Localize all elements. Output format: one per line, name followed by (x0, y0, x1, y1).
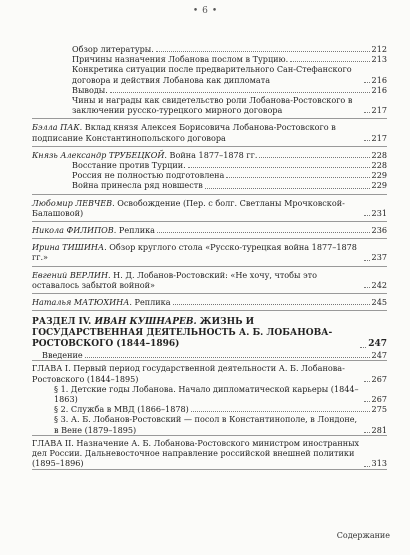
toc-paragraph[interactable]: § 3. А. Б. Лобанов-Ростовский — посол в Константинополе, в Лондоне, в Вене (1879–1895) 281 (32, 414, 387, 435)
page-number: • 6 • (192, 6, 218, 16)
toc-subentry[interactable]: Россия не полностью подготовлена 229 (72, 170, 387, 181)
toc-author-entry[interactable]: Евгений ВЕРЛИН. Н. Д. Лобанов-Ростовский: «Не хочу, чтобы это оставалось забытой войной» 242 (32, 269, 387, 290)
toc-chapter[interactable]: ГЛАВА I. Первый период государственной деятельности А. Б. Лобанова-Ростовского (1844–1895) 267 (32, 363, 387, 384)
divider (32, 310, 387, 311)
toc-subentry[interactable]: Восстание против Турции. 228 (72, 160, 387, 171)
toc-author-entry[interactable]: Никола ФИЛИПОВ. Реплика 236 (32, 225, 387, 236)
table-of-contents (32, 44, 387, 470)
toc-paragraph[interactable]: § 1. Детские годы Лобанова. Начало дипломатической карьеры (1844–1863) 267 (54, 383, 387, 405)
toc-intro[interactable]: Введение 247 (32, 350, 387, 361)
toc-author-entry[interactable]: Бэлла ПАК. Вклад князя Алексея Борисовича Лобанова-Ростовского в подписание Константинопольского договора 217 (32, 122, 387, 143)
toc-entry[interactable]: Выводы. 216 (72, 84, 387, 95)
toc-author-entry[interactable]: Наталья МАТЮХИНА. Реплика 245 (32, 297, 387, 308)
divider (32, 266, 387, 267)
toc-paragraph[interactable]: § 2. Служба в МВД (1866–1878) 275 (54, 404, 387, 415)
divider (32, 238, 387, 239)
running-footer: Содержание (336, 531, 390, 540)
toc-entry[interactable]: Причины назначения Лобанова послом в Турцию. 213 (72, 54, 387, 65)
toc-entry[interactable]: Конкретика ситуации после предварительного Сан-Стефанского договора и действия Лобанова как дипломата 216 (72, 64, 387, 85)
toc-author-entry[interactable]: Ирина ТИШИНА. Обзор круглого стола «Русско-турецкая война 1877–1878 гг.» 237 (32, 242, 387, 263)
divider (32, 221, 387, 222)
divider (32, 194, 387, 195)
section-heading[interactable]: РАЗДЕЛ IV. ИВАН КУШНАРЕВ. ЖИЗНЬ И ГОСУДАРСТВЕННАЯ ДЕЯТЕЛЬНОСТЬ А. Б. ЛОБАНОВА-РОСТОВСКОГО (1844–1896) 247 (32, 317, 387, 350)
toc-author-entry[interactable]: Любомир ЛЕВЧЕВ. Освобождение (Пер. с болг. Светланы Мрочковской-Балашовой) 231 (32, 197, 387, 218)
divider (32, 118, 387, 119)
toc-chapter[interactable]: ГЛАВА II. Назначение А. Б. Лобанова-Ростовского министром иностранных дел России. Дальневосточное направление российской внешней политики (1895–1896) 313 (32, 437, 387, 469)
divider (32, 293, 387, 294)
toc-subentry[interactable]: Война принесла ряд новшеств 229 (72, 180, 387, 191)
toc-entry[interactable]: Чины и награды как свидетельство роли Лобанова-Ростовского в заключении русско-турецкого мирного договора 217 (72, 95, 387, 116)
divider (32, 146, 387, 147)
toc-entry[interactable]: Обзор литературы. 212 (72, 44, 387, 54)
toc-author-entry[interactable]: Князь Александр ТРУБЕЦКОЙ. Война 1877–1878 гг. 228 (32, 149, 387, 160)
